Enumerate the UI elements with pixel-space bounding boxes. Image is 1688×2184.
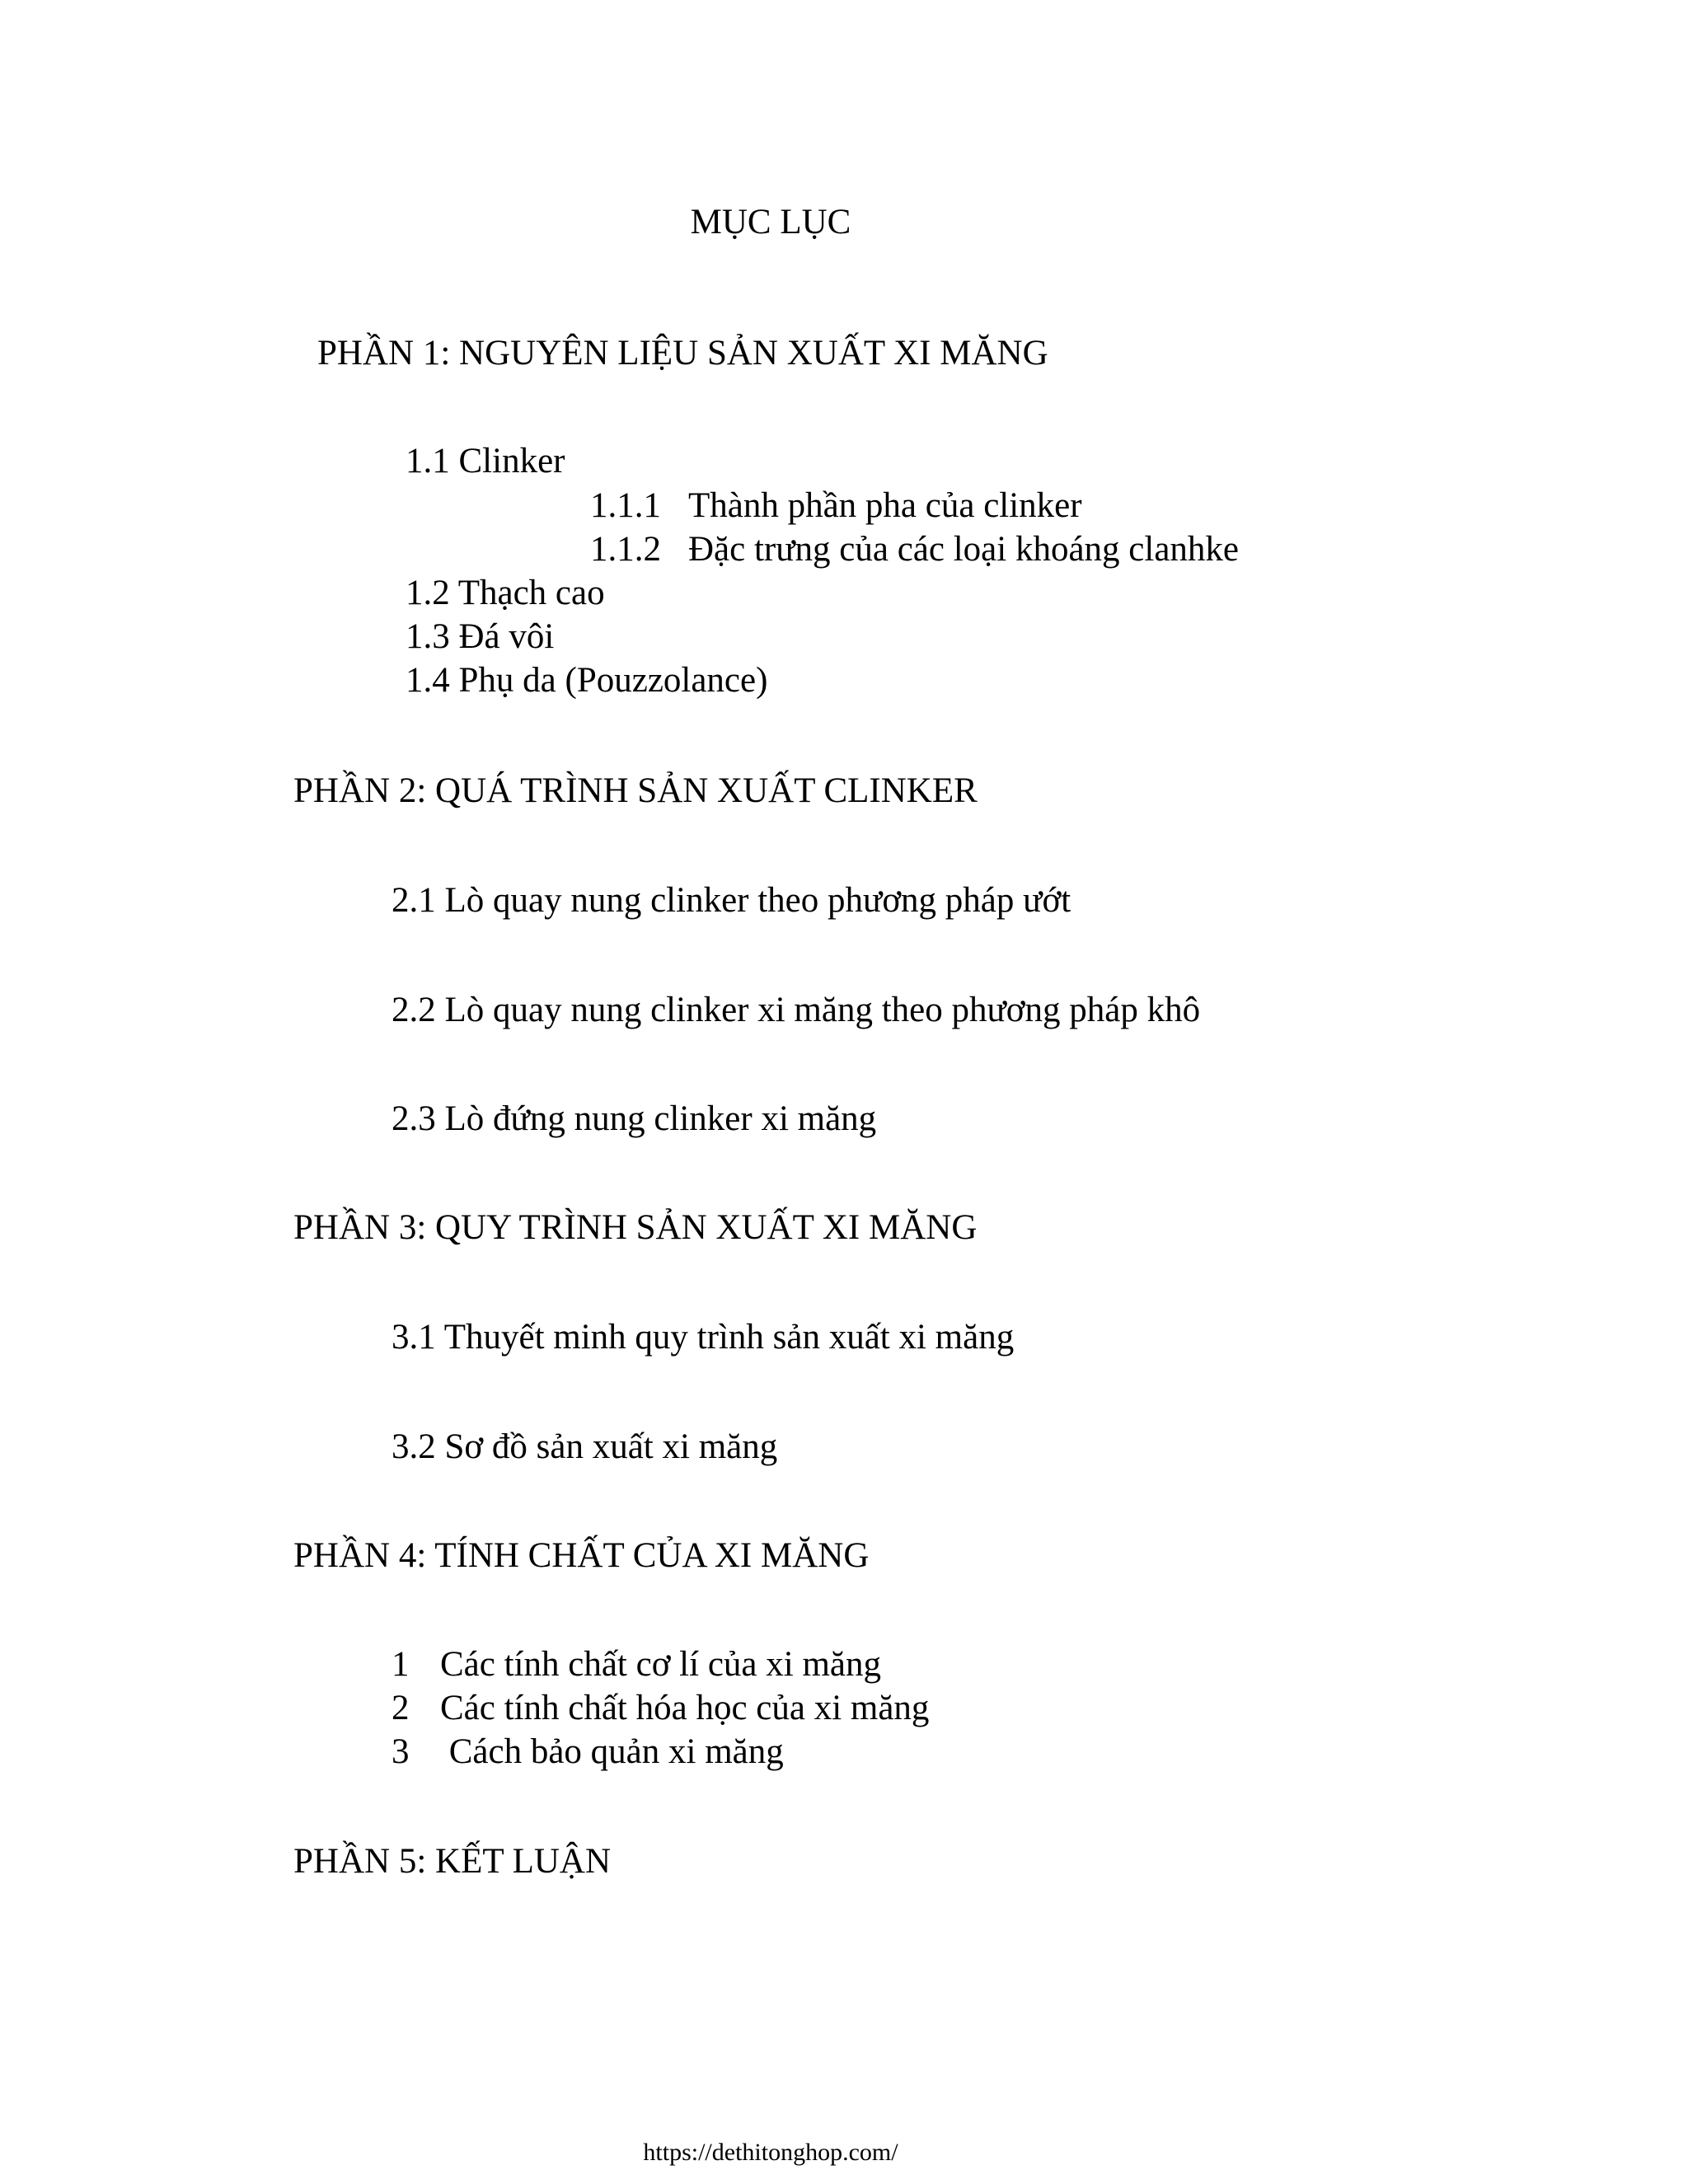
- toc-item-1-2: 1.2 Thạch cao: [406, 574, 605, 612]
- toc-item-label: Cách bảo quản xi măng: [440, 1732, 784, 1771]
- toc-item-label: Thành phần pha của clinker: [688, 486, 1082, 525]
- toc-item-4-1: [392, 1647, 881, 1682]
- page-title: MỤC LỤC: [690, 203, 851, 241]
- toc-item-2-2: 2.2 Lò quay nung clinker xi măng theo phương pháp khô: [392, 991, 1201, 1029]
- toc-item-label: Các tính chất cơ lí của xi măng: [440, 1645, 881, 1684]
- toc-item-label: Đặc trưng của các loại khoáng clanhke: [688, 530, 1239, 569]
- toc-item-number: 2: [392, 1689, 410, 1727]
- section-heading-4: PHẦN 4: TÍNH CHẤT CỦA XI MĂNG: [293, 1536, 870, 1575]
- toc-item-3-2: 3.2 Sơ đồ sản xuất xi măng: [392, 1427, 778, 1466]
- section-heading-3: PHẦN 3: QUY TRÌNH SẢN XUẤT XI MĂNG: [293, 1208, 978, 1247]
- section-heading-5: PHẦN 5: KẾT LUẬN: [293, 1842, 612, 1881]
- toc-item-1-3: 1.3 Đá vôi: [406, 617, 555, 656]
- toc-item-number: 1.1.1: [590, 486, 661, 525]
- toc-item-number: 3: [392, 1732, 410, 1771]
- toc-item-number: 1.1.2: [590, 530, 661, 569]
- toc-item-4-2: [392, 1690, 929, 1726]
- toc-item-label: Các tính chất hóa học của xi măng: [440, 1689, 930, 1727]
- toc-item-1-1: 1.1 Clinker: [406, 442, 565, 480]
- toc-item-1-4: 1.4 Phụ da (Pouzzolance): [406, 661, 768, 700]
- toc-item-3-1: 3.1 Thuyết minh quy trình sản xuất xi măng: [392, 1318, 1015, 1357]
- toc-item-1-1-2: [590, 532, 1239, 567]
- section-heading-1: PHẦN 1: NGUYÊN LIỆU SẢN XUẤT XI MĂNG: [317, 334, 1048, 373]
- toc-item-2-1: 2.1 Lò quay nung clinker theo phương pháp ướt: [392, 881, 1071, 920]
- toc-item-2-3: 2.3 Lò đứng nung clinker xi măng: [392, 1099, 877, 1138]
- section-heading-2: PHẦN 2: QUÁ TRÌNH SẢN XUẤT CLINKER: [293, 771, 978, 810]
- toc-item-1-1-1: [590, 488, 1082, 523]
- toc-item-4-3: [392, 1734, 784, 1769]
- toc-item-number: 1: [392, 1645, 410, 1684]
- footer-url: https://dethitonghop.com/: [643, 2139, 898, 2166]
